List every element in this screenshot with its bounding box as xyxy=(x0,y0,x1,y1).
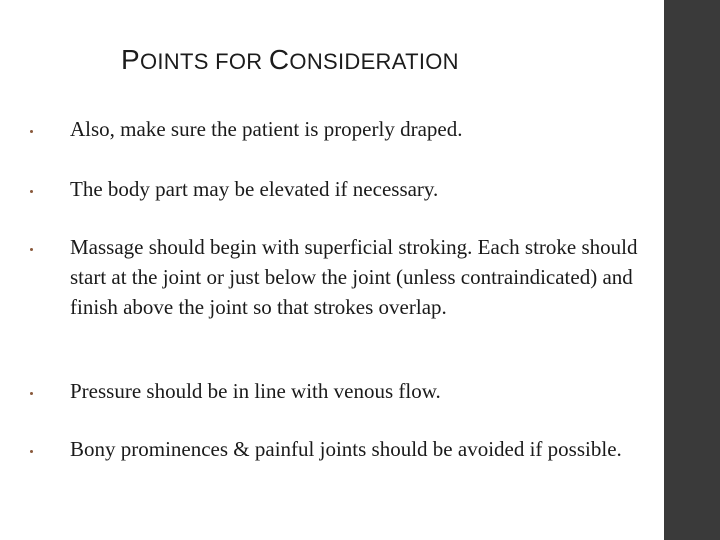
bullet-text: Pressure should be in line with venous flow. xyxy=(70,379,441,403)
bullet-item xyxy=(70,434,655,464)
bullet-item xyxy=(70,174,655,204)
title-text-onsideration: ONSIDERATION xyxy=(289,49,459,74)
title-initial-c: C xyxy=(268,44,290,75)
bullet-item xyxy=(70,232,655,322)
bullet-marker-icon xyxy=(30,450,33,453)
title-initial-p: P xyxy=(121,44,140,75)
title-text-oints: OINTS FOR xyxy=(139,49,269,74)
bullet-item xyxy=(70,376,655,406)
bullet-text: The body part may be elevated if necessary. xyxy=(70,177,439,201)
bullet-text: Also, make sure the patient is properly draped. xyxy=(70,117,463,141)
bullet-item xyxy=(70,114,655,144)
bullet-text: Massage should begin with superficial stroking. Each stroke should start at the joint or just below the joint (unless contraindicated) and finish above the joint so that strokes overlap. xyxy=(70,235,638,319)
dark-sidebar-strip xyxy=(664,0,720,540)
bullet-marker-icon xyxy=(30,190,33,193)
bullet-marker-icon xyxy=(30,130,33,133)
bullet-marker-icon xyxy=(30,392,33,395)
bullet-text: Bony prominences & painful joints should be avoided if possible. xyxy=(70,437,622,461)
bullet-marker-icon xyxy=(30,248,33,251)
